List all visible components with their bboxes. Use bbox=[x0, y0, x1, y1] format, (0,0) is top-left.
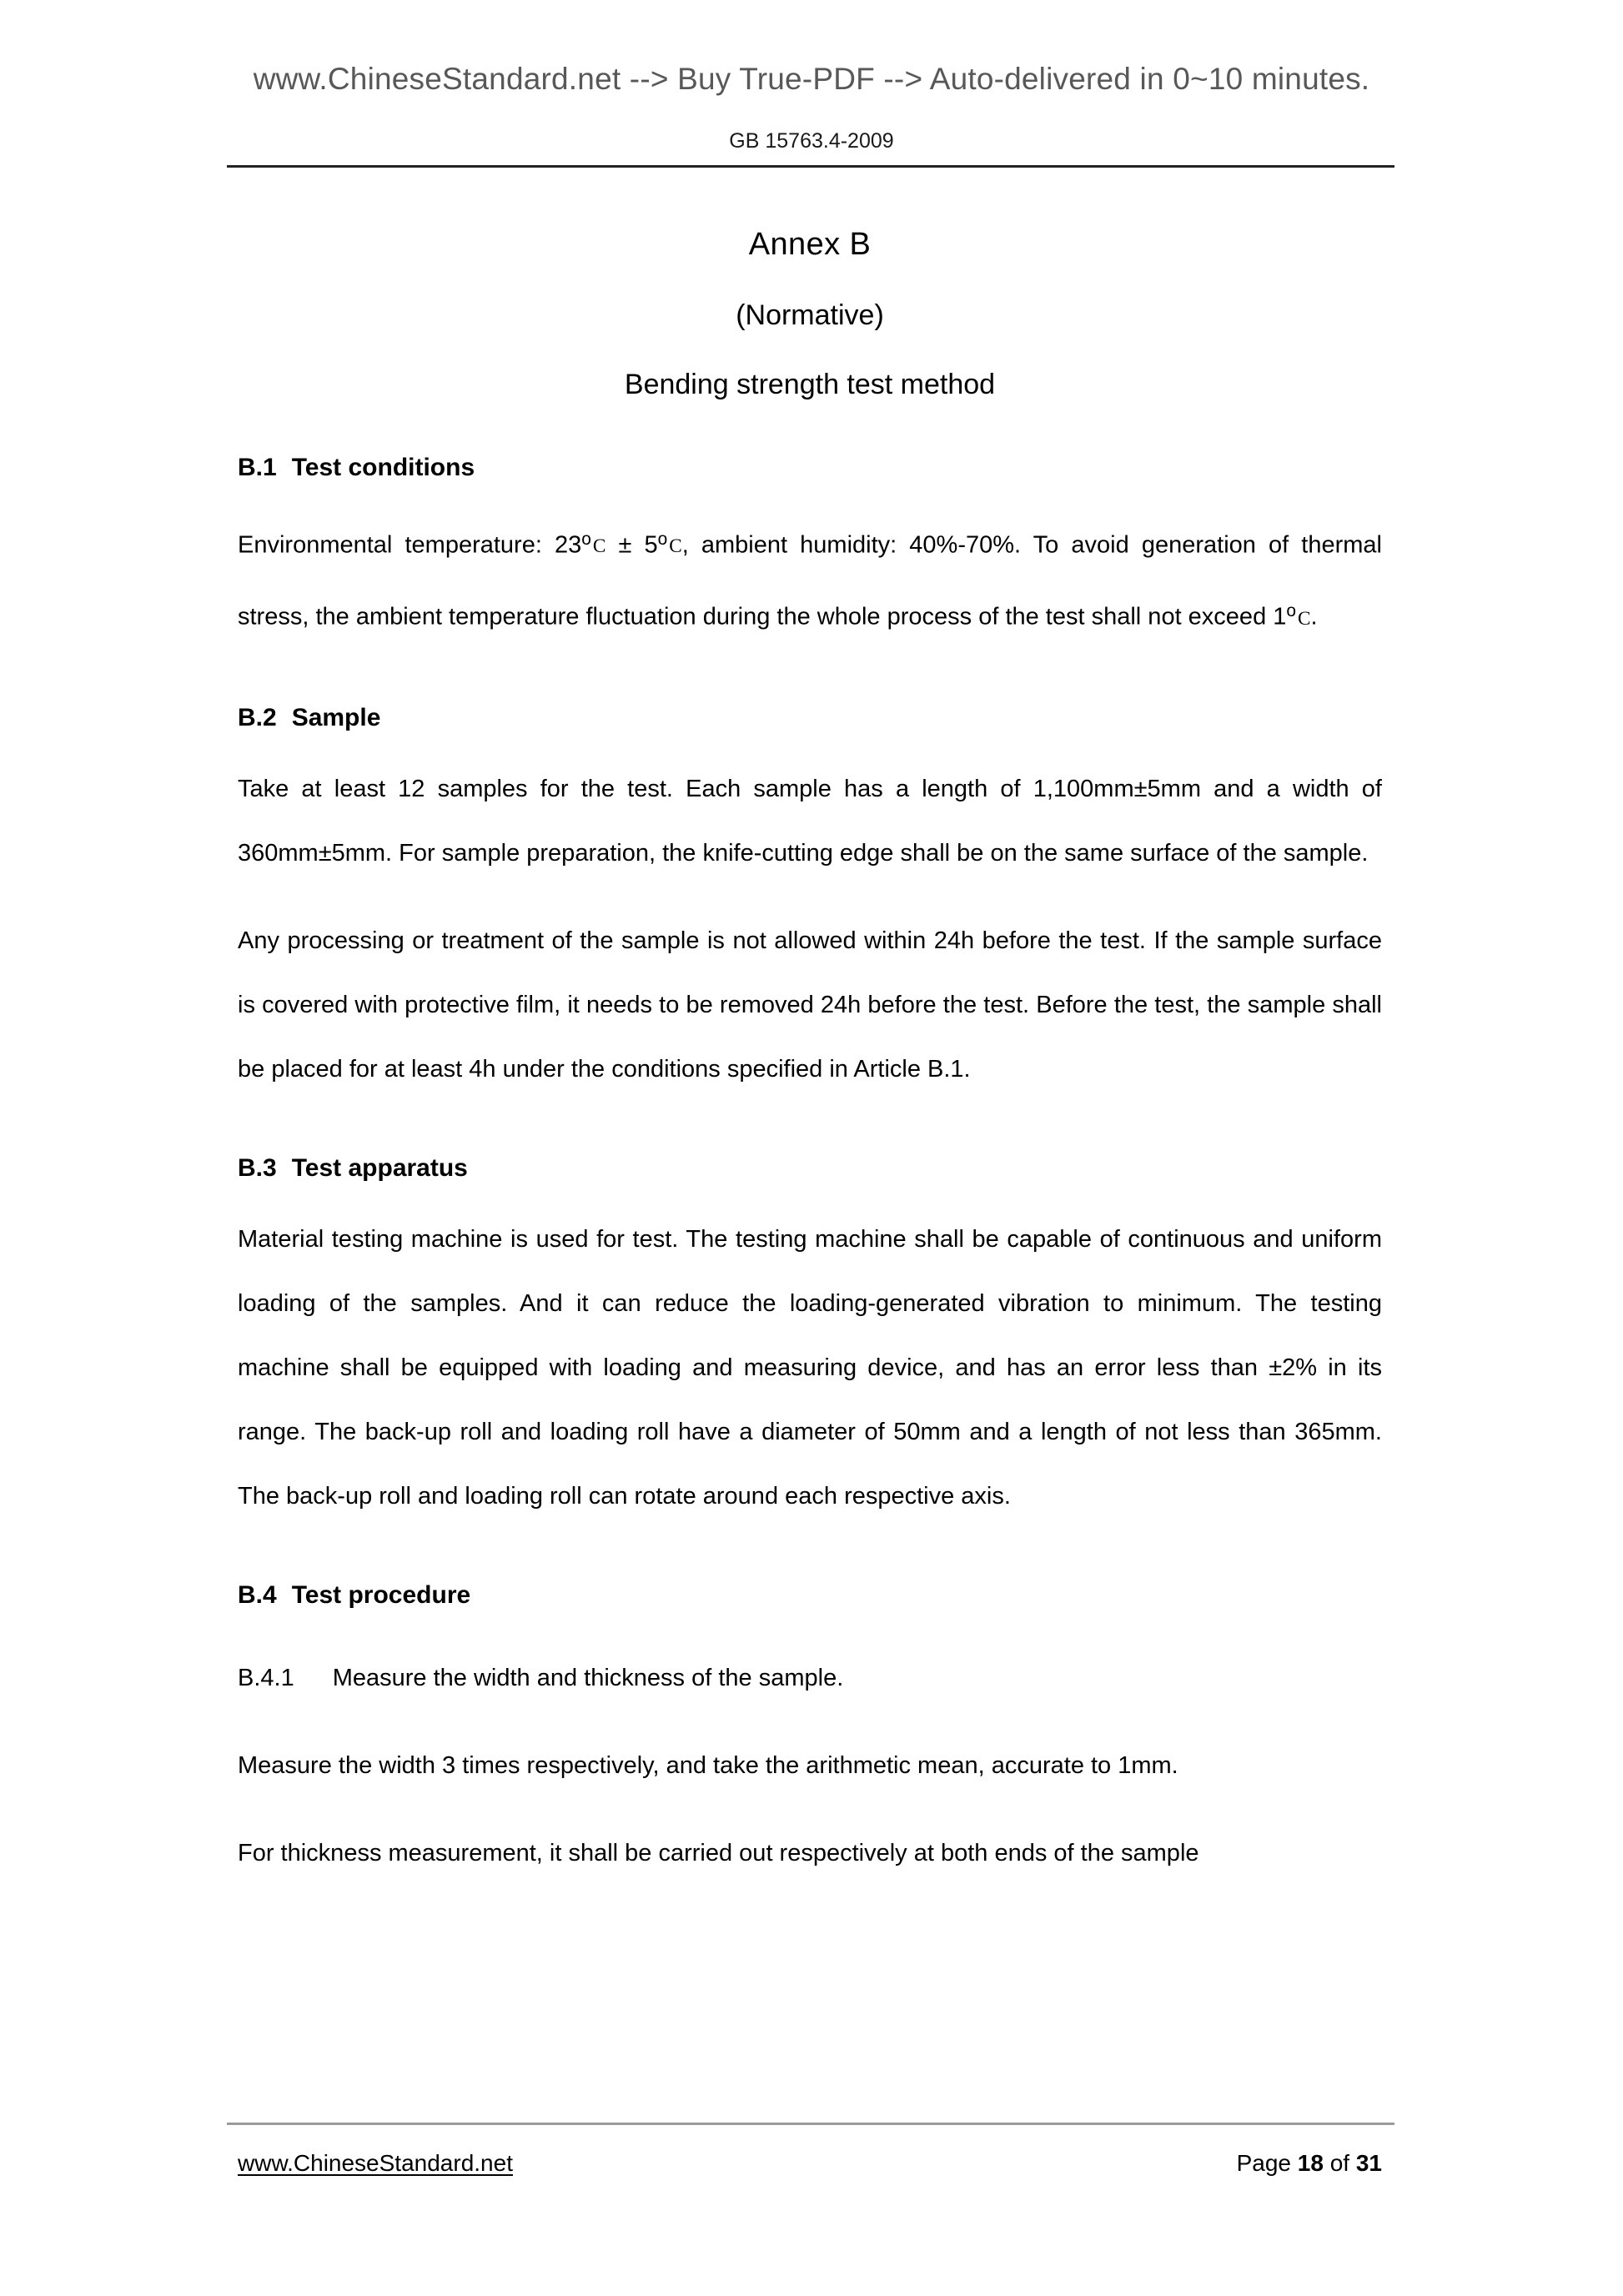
header-divider bbox=[227, 165, 1394, 168]
clause-text-b4-1: Measure the width and thickness of the sample. bbox=[332, 1664, 844, 1691]
section-heading-b2 bbox=[238, 701, 1382, 734]
page-current: 18 bbox=[1297, 2150, 1324, 2176]
section-number-b3: B.3 bbox=[238, 1153, 277, 1182]
footer-divider bbox=[227, 2123, 1394, 2125]
section-title-b1: Test conditions bbox=[291, 454, 475, 481]
degree-sign-1: o bbox=[581, 530, 591, 549]
paragraph-b4-1: Measure the width 3 times respectively, and take the arithmetic mean, accurate to 1mm. bbox=[238, 1751, 1178, 1779]
degree-sign-3: o bbox=[1286, 601, 1297, 621]
section-number-b4: B.4 bbox=[238, 1580, 277, 1609]
section-title-b3: Test apparatus bbox=[291, 1153, 468, 1182]
page-label-mid: of bbox=[1323, 2150, 1356, 2176]
b1-text-c: , ambient humidity: 40%-70%. To avoid generation of thermal stress, the ambient temperature fluctuation during the whole process of the test shall not exceed 1 bbox=[238, 531, 1383, 631]
page-label-prefix: Page bbox=[1236, 2150, 1298, 2176]
paragraph-b2-1: Take at least 12 samples for the test. Each sample has a length of 1,100mm±5mm and a width of 360mm±5mm. For sample preparation, the knife-cutting edge shall be on the same surface of the sample. bbox=[238, 775, 1382, 867]
clause-number-b4-1: B.4.1 bbox=[238, 1664, 294, 1691]
section-heading-b4 bbox=[238, 1579, 1382, 1611]
document-content bbox=[238, 208, 1382, 1886]
annex-method-title: Bending strength test method bbox=[624, 369, 996, 400]
section-title-b2: Sample bbox=[291, 703, 381, 731]
annex-status: (Normative) bbox=[736, 299, 884, 331]
degree-sign-2: o bbox=[657, 530, 668, 549]
page-number-indicator bbox=[1237, 2150, 1382, 2177]
celsius-letter-2: C bbox=[669, 535, 682, 558]
footer-site-link[interactable]: www.ChineseStandard.net bbox=[238, 2150, 513, 2176]
section-heading-b3 bbox=[238, 1152, 1382, 1184]
clause-b4-1 bbox=[238, 1646, 1382, 1711]
standard-code-header: GB 15763.4-2009 bbox=[729, 129, 894, 153]
paragraph-b1-1 bbox=[238, 507, 1382, 651]
paragraph-b4-2: For thickness measurement, it shall be carried out respectively at both ends of the sample bbox=[238, 1839, 1199, 1866]
celsius-letter-1: C bbox=[592, 535, 606, 558]
section-number-b2: B.2 bbox=[238, 703, 277, 731]
page-total: 31 bbox=[1355, 2150, 1382, 2176]
section-number-b1: B.1 bbox=[238, 454, 277, 481]
paragraph-b3-1: Material testing machine is used for test. The testing machine shall be capable of continuous and uniform loading of the samples. And it can reduce the loading-generated vibration to minimum. The testing machine shall be equipped with loading and measuring device, and has an error less than ±2% in its range. The back-up roll and loading roll have a diameter of 50mm and a length of not less than 365mm. The back-up roll and loading roll can rotate around each respective axis. bbox=[238, 1225, 1382, 1510]
b1-text-a: Environmental temperature: 23 bbox=[238, 531, 582, 559]
paragraph-b2-2: Any processing or treatment of the sample is not allowed within 24h before the test. If the sample surface is covered with protective film, it needs to be removed 24h before the test. Before the test, the sample shall be placed for at least 4h under the conditions specified in Article B.1. bbox=[238, 927, 1382, 1083]
b1-text-d: . bbox=[1310, 603, 1318, 631]
page-footer bbox=[238, 2150, 1382, 2177]
b1-text-b: ± 5 bbox=[605, 531, 658, 559]
annex-title: Annex B bbox=[748, 227, 872, 262]
promo-watermark: www.ChineseStandard.net --> Buy True-PDF --> Auto-delivered in 0~10 minutes. bbox=[253, 62, 1370, 96]
section-title-b4: Test procedure bbox=[291, 1580, 471, 1609]
section-heading-b1 bbox=[238, 451, 1382, 484]
celsius-letter-3: C bbox=[1298, 607, 1311, 630]
